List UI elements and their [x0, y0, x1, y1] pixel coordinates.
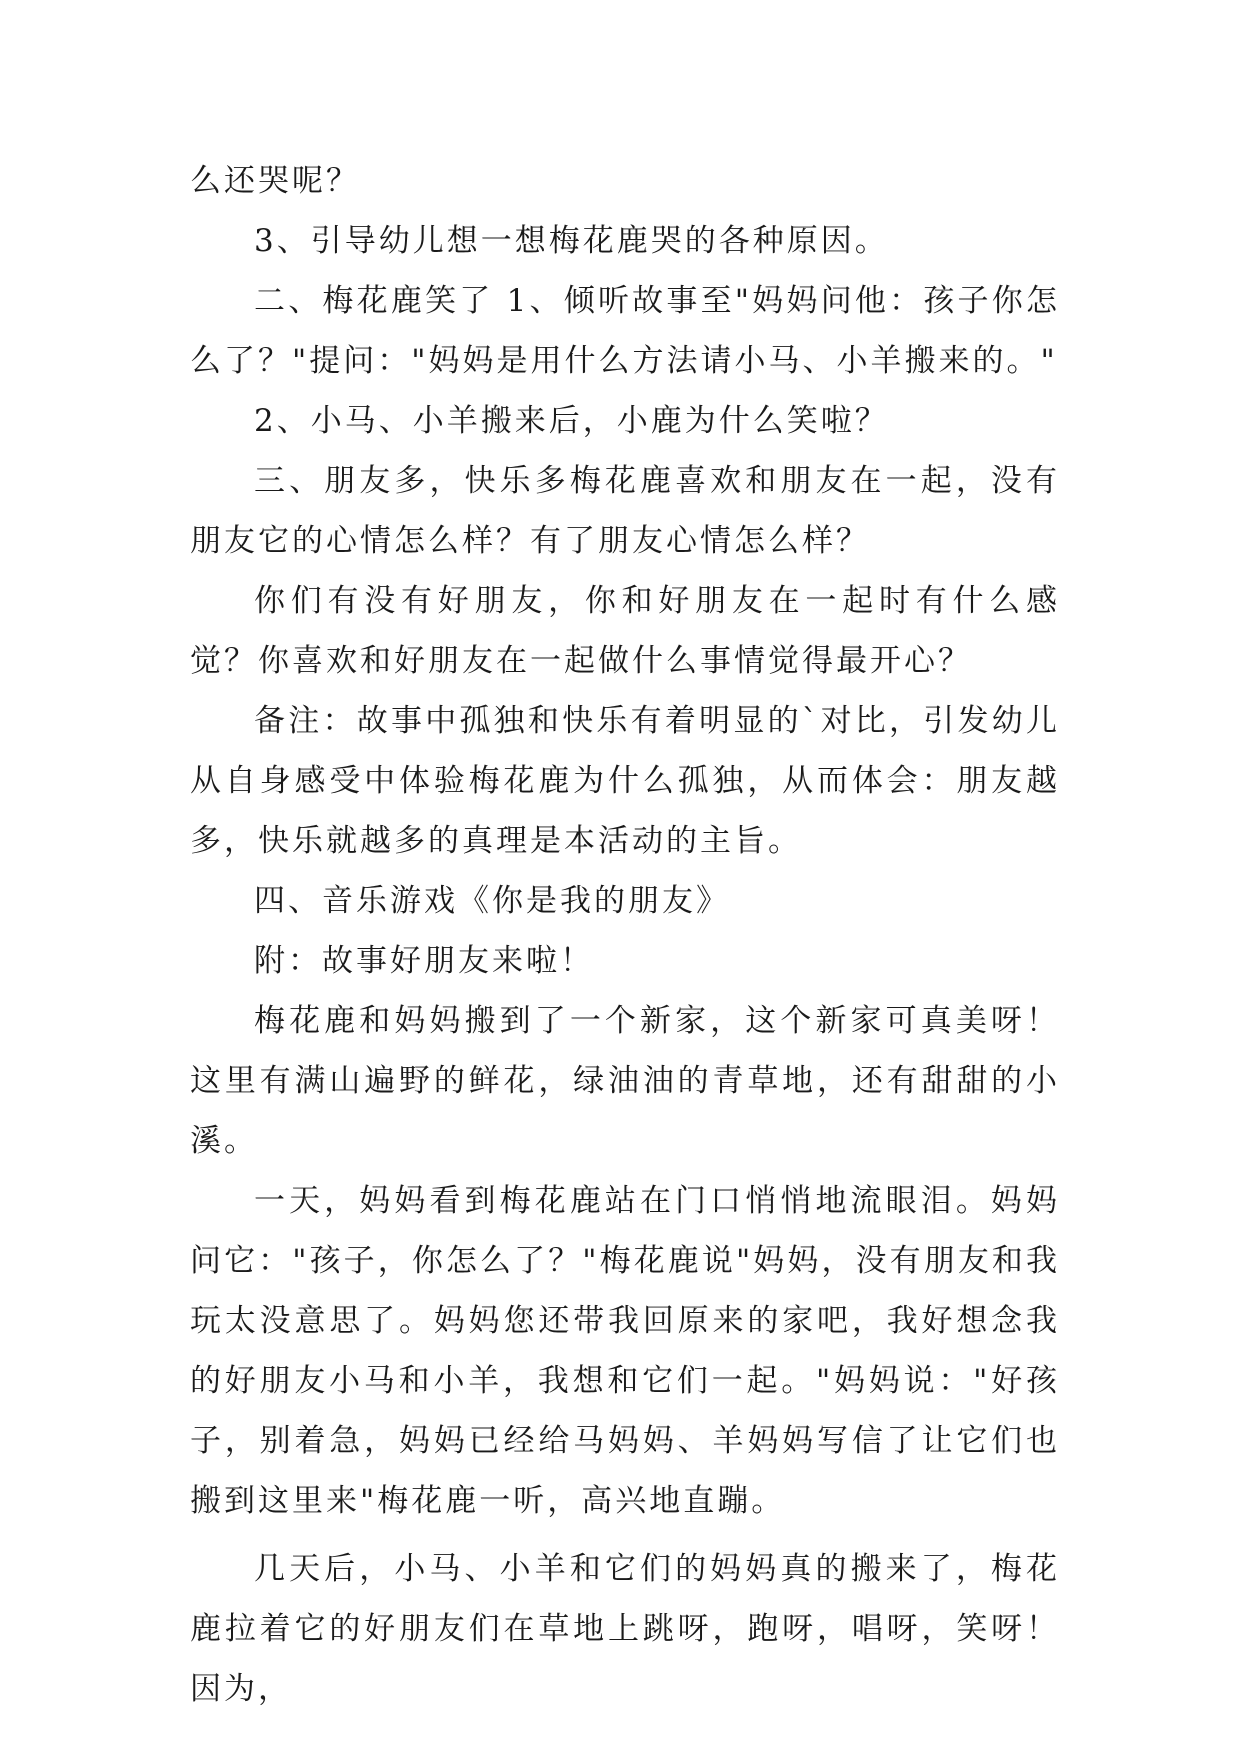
paragraph-story-3: 几天后，小马、小羊和它们的妈妈真的搬来了，梅花鹿拉着它的好朋友们在草地上跳呀，跑呀，唱呀，笑呀！因为，: [190, 1551, 1060, 1707]
paragraph-step-2: 2、小马、小羊搬来后，小鹿为什么笑啦？: [254, 403, 889, 439]
paragraph-note: 备注：故事中孤独和快乐有着明显的`对比，引发幼儿从自身感受中体验梅花鹿为什么孤独，从而体会：朋友越多，快乐就越多的真理是本活动的主旨。: [190, 703, 1060, 859]
paragraph-section-3: 三、朋友多，快乐多梅花鹿喜欢和朋友在一起，没有朋友它的心情怎么样？有了朋友心情怎么样？: [190, 463, 1060, 559]
paragraph-step-3: 3、引导幼儿想一想梅花鹿哭的各种原因。: [254, 223, 889, 259]
document-body: [190, 151, 1060, 1719]
paragraph-section-2: 二、梅花鹿笑了 1、倾听故事至"妈妈问他：孩子你怎么了？"提问："妈妈是用什么方法请小马、小羊搬来的。": [190, 283, 1060, 379]
paragraph-appendix-title: 附：故事好朋友来啦！: [254, 943, 594, 979]
paragraph-story-2: 一天，妈妈看到梅花鹿站在门口悄悄地流眼泪。妈妈问它："孩子，你怎么了？"梅花鹿说"妈妈，没有朋友和我玩太没意思了。妈妈您还带我回原来的家吧，我好想念我的好朋友小马和小羊，我想和它们一起。"妈妈说："好孩子，别着急，妈妈已经给马妈妈、羊妈妈写信了让它们也搬到这里来"梅花鹿一听，高兴地直蹦。: [190, 1183, 1060, 1519]
paragraph-continuation: 么还哭呢？: [190, 163, 360, 199]
paragraph-story-1: 梅花鹿和妈妈搬到了一个新家，这个新家可真美呀！这里有满山遍野的鲜花，绿油油的青草地，还有甜甜的小溪。: [190, 1003, 1060, 1159]
paragraph-section-4: 四、音乐游戏《你是我的朋友》: [254, 883, 730, 919]
paragraph-question: 你们有没有好朋友，你和好朋友在一起时有什么感觉？你喜欢和好朋友在一起做什么事情觉得最开心？: [190, 583, 1060, 679]
